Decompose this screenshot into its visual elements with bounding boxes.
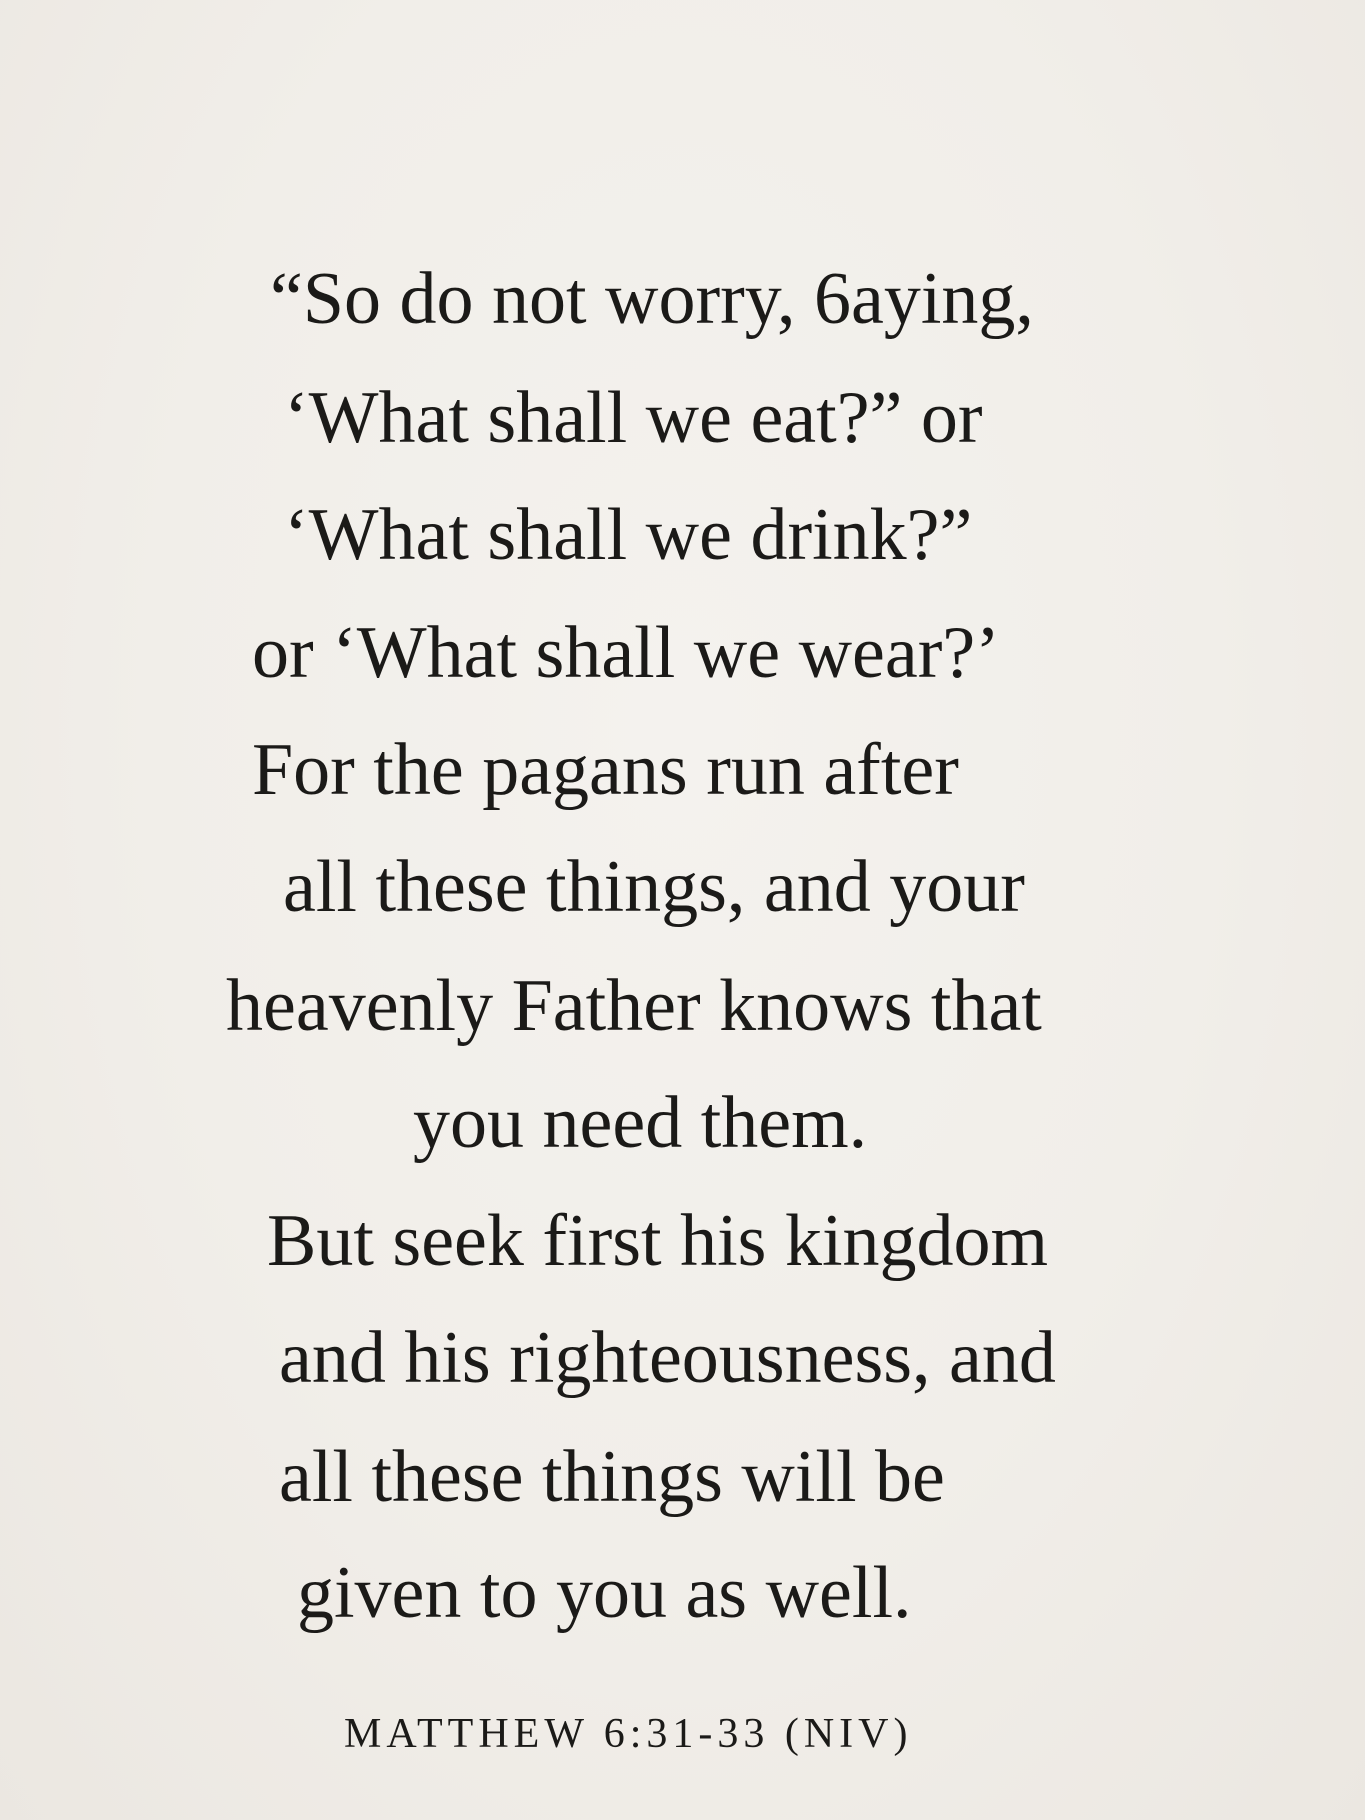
verse-line-8: you need them. — [413, 1082, 868, 1164]
verse-line-7: heavenly Father knows that — [226, 965, 1042, 1047]
verse-line-3: ‘What shall we drink?” — [284, 494, 973, 576]
verse-line-10: and his righteousness, and — [279, 1317, 1056, 1399]
verse-line-2: ‘What shall we eat?” or — [284, 377, 983, 459]
verse-line-9: But seek first his kingdom — [267, 1200, 1049, 1282]
verse-line-11: all these things will be — [279, 1436, 945, 1518]
scripture-reference: MATTHEW 6:31-33 (NIV) — [344, 1711, 913, 1757]
verse-line-12: given to you as well. — [297, 1552, 912, 1634]
verse-line-4: or ‘What shall we wear?’ — [252, 612, 1000, 694]
verse-line-1: “So do not worry, 6aying, — [270, 258, 1034, 340]
verse-line-5: For the pagans run after — [252, 729, 959, 811]
verse-line-6: all these things, and your — [283, 846, 1025, 928]
